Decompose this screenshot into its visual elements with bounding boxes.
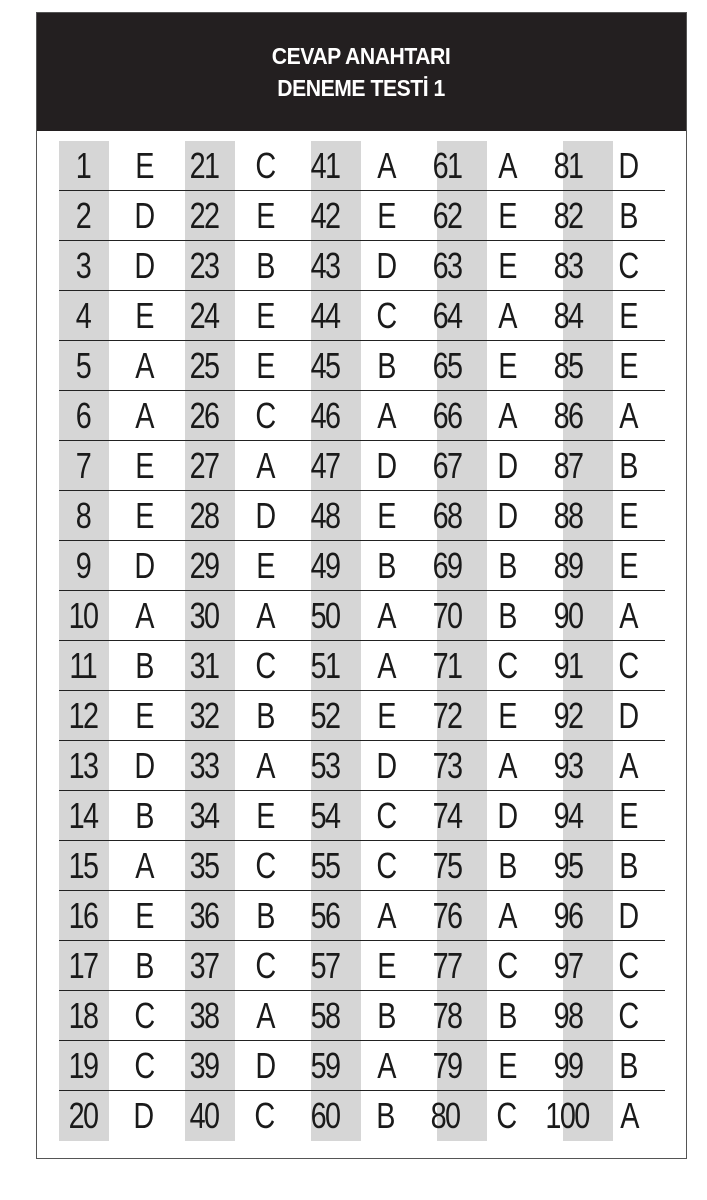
answer-letter: E (134, 895, 153, 936)
answer-letter: B (619, 195, 638, 236)
answer-letter: A (498, 395, 517, 436)
question-number: 59 (311, 1045, 340, 1086)
answer-letter: C (376, 845, 396, 886)
answer-row (59, 491, 665, 541)
question-number: 75 (432, 845, 462, 886)
question-number: 44 (311, 295, 340, 336)
answer-letter: C (618, 645, 639, 686)
question-number: 93 (553, 745, 583, 786)
answer-row (59, 941, 665, 991)
question-number: 55 (311, 845, 340, 886)
question-number: 28 (189, 495, 219, 536)
answer-letter: A (619, 745, 638, 786)
answer-letter: E (498, 695, 517, 736)
answer-letter: D (497, 495, 517, 536)
question-number: 82 (553, 195, 583, 236)
question-number: 58 (311, 995, 340, 1036)
answer-row (59, 841, 665, 891)
answer-letter: E (134, 145, 153, 186)
answer-letter: A (256, 445, 274, 486)
question-number: 56 (311, 895, 340, 936)
question-number: 30 (189, 595, 219, 636)
answer-letter: C (255, 945, 275, 986)
answer-letter: E (619, 295, 638, 336)
question-number: 24 (189, 295, 219, 336)
header-title-line1: CEVAP ANAHTARI (272, 43, 451, 69)
answer-letter: C (255, 145, 275, 186)
answer-letter: E (256, 545, 274, 586)
answer-letter: E (134, 495, 153, 536)
answer-letter: B (377, 995, 395, 1036)
answer-letter: A (134, 595, 153, 636)
answer-letter: B (619, 445, 638, 486)
question-number: 78 (432, 995, 462, 1036)
question-number: 96 (553, 895, 583, 936)
question-number: 41 (311, 145, 340, 186)
question-number: 18 (68, 995, 98, 1036)
question-number: 79 (432, 1045, 462, 1086)
question-number: 65 (432, 345, 462, 386)
answer-letter: C (134, 995, 154, 1036)
question-number: 80 (430, 1095, 460, 1136)
question-number: 47 (311, 445, 340, 486)
answer-letter: A (619, 595, 638, 636)
answer-row (59, 291, 665, 341)
answer-letter: E (377, 495, 395, 536)
answer-letter: E (377, 195, 395, 236)
answer-letter: C (618, 245, 639, 286)
header-title-line2: DENEME TESTİ 1 (277, 75, 446, 101)
question-number: 71 (432, 645, 462, 686)
answer-letter: B (134, 795, 153, 836)
answer-letter: D (618, 695, 639, 736)
answer-letter: E (134, 445, 153, 486)
question-number: 72 (432, 695, 462, 736)
answer-letter: A (619, 395, 638, 436)
answer-letter: B (619, 845, 638, 886)
question-number: 26 (189, 395, 219, 436)
question-number: 97 (553, 945, 583, 986)
answer-row (59, 441, 665, 491)
answer-letter: C (255, 845, 275, 886)
answer-row (59, 1091, 665, 1141)
answer-letter: C (255, 645, 275, 686)
answer-letter: E (256, 345, 274, 386)
answer-row (59, 241, 665, 291)
question-number: 98 (553, 995, 583, 1036)
answer-letter: B (256, 895, 274, 936)
question-number: 83 (553, 245, 583, 286)
answer-letter: D (255, 495, 275, 536)
question-number: 1 (75, 145, 91, 186)
answer-row (59, 991, 665, 1041)
question-number: 39 (189, 1045, 219, 1086)
answer-letter: A (377, 1045, 395, 1086)
answer-letter: A (498, 295, 517, 336)
question-number: 10 (68, 595, 98, 636)
question-number: 8 (75, 495, 91, 536)
answer-letter: D (133, 1095, 153, 1136)
answer-row (59, 191, 665, 241)
question-number: 7 (75, 445, 91, 486)
answer-row (59, 791, 665, 841)
answer-letter: B (498, 995, 517, 1036)
answer-letter: E (498, 1045, 517, 1086)
answer-row (59, 391, 665, 441)
question-number: 63 (432, 245, 462, 286)
question-number: 81 (553, 145, 583, 186)
question-number: 11 (69, 645, 97, 686)
answer-letter: D (255, 1045, 275, 1086)
question-number: 84 (553, 295, 583, 336)
question-number: 38 (189, 995, 219, 1036)
question-number: 86 (553, 395, 583, 436)
question-number: 31 (189, 645, 219, 686)
question-number: 99 (553, 1045, 583, 1086)
answer-key-header (37, 13, 686, 131)
question-number: 52 (311, 695, 340, 736)
answer-letter: B (256, 245, 274, 286)
answer-letter: E (498, 345, 517, 386)
answer-row (59, 141, 665, 191)
question-number: 77 (432, 945, 462, 986)
question-number: 25 (189, 345, 219, 386)
question-number: 70 (432, 595, 462, 636)
question-number: 68 (432, 495, 462, 536)
question-number: 67 (432, 445, 462, 486)
question-number: 43 (311, 245, 340, 286)
answer-letter: D (618, 895, 639, 936)
answer-row (59, 691, 665, 741)
question-number: 92 (553, 695, 583, 736)
answer-letter: E (134, 695, 153, 736)
question-number: 6 (75, 395, 91, 436)
question-number: 87 (553, 445, 583, 486)
answer-letter: C (618, 995, 639, 1036)
answer-letter: B (134, 645, 153, 686)
question-number: 35 (189, 845, 219, 886)
answer-letter: A (377, 595, 395, 636)
answer-letter: B (498, 595, 517, 636)
question-number: 14 (68, 795, 98, 836)
answer-letter: E (619, 795, 638, 836)
question-number: 27 (189, 445, 219, 486)
answer-letter: A (134, 395, 153, 436)
question-number: 21 (189, 145, 219, 186)
question-number: 29 (189, 545, 219, 586)
answer-letter: A (498, 145, 517, 186)
answer-key-sheet (36, 12, 687, 1159)
question-number: 66 (432, 395, 462, 436)
question-number: 50 (311, 595, 340, 636)
answer-letter: A (377, 145, 395, 186)
answer-row (59, 891, 665, 941)
answer-letter: A (256, 745, 274, 786)
answer-letter: D (134, 545, 154, 586)
answer-letter: E (619, 495, 638, 536)
answer-letter: D (376, 445, 396, 486)
answer-letter: D (497, 445, 517, 486)
answer-letter: B (377, 345, 395, 386)
question-number: 5 (75, 345, 91, 386)
answer-letter: C (497, 645, 517, 686)
answer-letter: A (377, 395, 395, 436)
question-number: 88 (553, 495, 583, 536)
question-number: 61 (432, 145, 462, 186)
answer-row (59, 541, 665, 591)
answer-letter: C (254, 1095, 274, 1136)
question-number: 23 (189, 245, 219, 286)
answer-row (59, 741, 665, 791)
answer-letter: E (498, 245, 517, 286)
answer-letter: B (498, 545, 517, 586)
answer-letter: A (498, 895, 517, 936)
question-number: 16 (68, 895, 98, 936)
answer-letter: E (498, 195, 517, 236)
question-number: 20 (68, 1095, 98, 1136)
answer-letter: E (256, 795, 274, 836)
question-number: 17 (68, 945, 98, 986)
question-number: 34 (189, 795, 219, 836)
answer-letter: B (134, 945, 153, 986)
answer-row (59, 591, 665, 641)
question-number: 19 (68, 1045, 98, 1086)
question-number: 33 (189, 745, 219, 786)
answer-row (59, 641, 665, 691)
question-number: 4 (75, 295, 91, 336)
question-number: 64 (432, 295, 462, 336)
question-number: 40 (189, 1095, 219, 1136)
question-number: 90 (553, 595, 583, 636)
answer-letter: A (134, 345, 153, 386)
answer-letter: B (498, 845, 517, 886)
answer-letter: D (134, 195, 154, 236)
answer-letter: D (497, 795, 517, 836)
question-number: 91 (553, 645, 583, 686)
answer-letter: D (134, 745, 154, 786)
question-number: 62 (432, 195, 462, 236)
question-number: 54 (311, 795, 340, 836)
question-number: 49 (311, 545, 340, 586)
answer-letter: E (377, 695, 395, 736)
question-number: 85 (553, 345, 583, 386)
question-number: 57 (311, 945, 340, 986)
question-number: 9 (75, 545, 91, 586)
question-number: 74 (432, 795, 462, 836)
answer-letter: C (497, 945, 517, 986)
answer-letter: C (376, 795, 396, 836)
answer-letter: D (376, 245, 396, 286)
question-number: 45 (311, 345, 340, 386)
question-number: 48 (311, 495, 340, 536)
question-number: 42 (311, 195, 340, 236)
answer-letter: E (619, 545, 638, 586)
answer-letter: B (376, 1095, 394, 1136)
answer-letter: C (134, 1045, 154, 1086)
answer-letter: D (618, 145, 639, 186)
question-number: 51 (311, 645, 340, 686)
answer-letter: E (134, 295, 153, 336)
answer-letter: B (619, 1045, 638, 1086)
answer-letter: A (256, 995, 274, 1036)
answer-letter: B (256, 695, 274, 736)
answer-row (59, 341, 665, 391)
question-number: 22 (189, 195, 219, 236)
question-number: 76 (432, 895, 462, 936)
question-number: 32 (189, 695, 219, 736)
answer-letter: A (377, 895, 395, 936)
answer-letter: C (496, 1095, 516, 1136)
answer-letter: B (377, 545, 395, 586)
question-number: 15 (68, 845, 98, 886)
question-number: 53 (311, 745, 340, 786)
question-number: 36 (189, 895, 219, 936)
question-number: 13 (68, 745, 98, 786)
answer-letter: E (256, 195, 274, 236)
question-number: 2 (75, 195, 91, 236)
question-number: 89 (553, 545, 583, 586)
question-number: 3 (75, 245, 91, 286)
question-number: 94 (553, 795, 583, 836)
question-number: 37 (189, 945, 219, 986)
answer-letter: E (377, 945, 395, 986)
answer-letter: A (377, 645, 395, 686)
question-number: 60 (310, 1095, 339, 1136)
answer-letter: D (134, 245, 154, 286)
answer-letter: A (619, 1095, 638, 1136)
answer-letter: C (376, 295, 396, 336)
answer-letter: C (618, 945, 639, 986)
answer-letter: A (256, 595, 274, 636)
answer-letter: A (134, 845, 153, 886)
answer-row (59, 1041, 665, 1091)
question-number: 46 (311, 395, 340, 436)
question-number: 12 (68, 695, 98, 736)
question-number: 69 (432, 545, 462, 586)
answer-letter: C (255, 395, 275, 436)
answer-letter: A (498, 745, 517, 786)
question-number: 73 (432, 745, 462, 786)
question-number: 95 (553, 845, 583, 886)
answer-letter: E (256, 295, 274, 336)
answer-letter: D (376, 745, 396, 786)
question-number: 100 (545, 1095, 589, 1136)
answer-letter: E (619, 345, 638, 386)
